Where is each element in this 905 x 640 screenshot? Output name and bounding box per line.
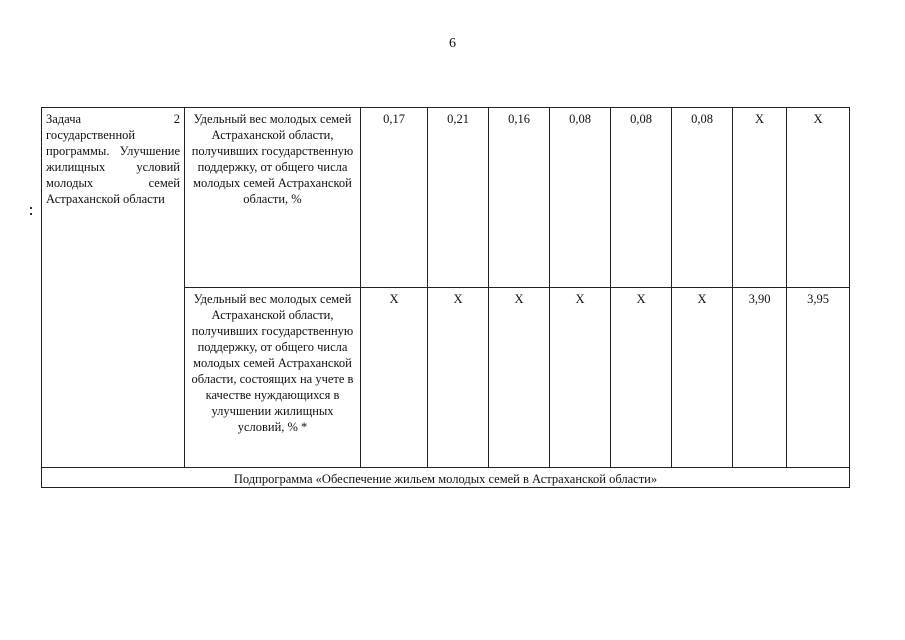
value-cell: 3,95 xyxy=(787,288,850,468)
value-cell: 0,08 xyxy=(611,108,672,288)
indicators-table xyxy=(41,107,850,488)
value-cell: 0,08 xyxy=(672,108,733,288)
table-row xyxy=(42,108,850,288)
value-cell: Х xyxy=(672,288,733,468)
value-cell: Х xyxy=(489,288,550,468)
value-cell: 0,21 xyxy=(428,108,489,288)
value-cell: 0,16 xyxy=(489,108,550,288)
indicator-cell: Удельный вес молодых семей Астраханской области, получивших государственную поддержку, от общего числа молодых семей Астраханской области, состоящих на учете в качестве нуждающихся в улучшении жилищных условий, % * xyxy=(185,288,361,468)
value-cell: Х xyxy=(611,288,672,468)
indicator-cell: Удельный вес молодых семей Астраханской области, получивших государственную поддержку, от общего числа молодых семей Астраханской области, % xyxy=(185,108,361,288)
value-cell: Х xyxy=(787,108,850,288)
value-cell: Х xyxy=(428,288,489,468)
value-cell: 0,08 xyxy=(550,108,611,288)
page-number: 6 xyxy=(449,36,456,51)
task-cell: Задача 2 государственной программы. Улучшение жилищных условий молодых семей Астраханской области xyxy=(42,108,185,468)
subprogram-row xyxy=(42,468,850,488)
value-cell: 0,17 xyxy=(361,108,428,288)
value-cell: Х xyxy=(361,288,428,468)
value-cell: 3,90 xyxy=(733,288,787,468)
value-cell: Х xyxy=(550,288,611,468)
value-cell: Х xyxy=(733,108,787,288)
margin-mark xyxy=(30,207,33,221)
subprogram-title: Подпрограмма «Обеспечение жильем молодых семей в Астраханской области» xyxy=(42,468,850,488)
